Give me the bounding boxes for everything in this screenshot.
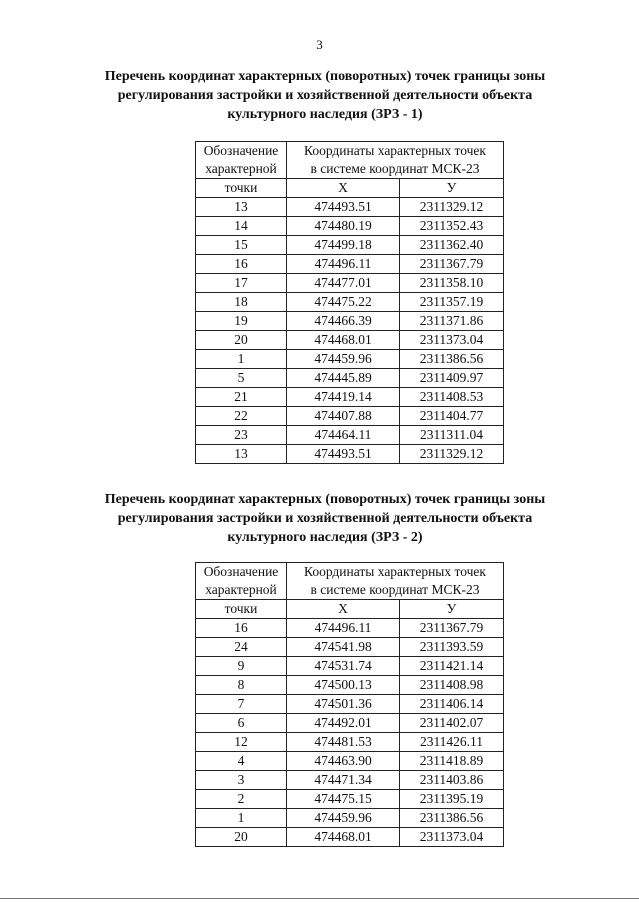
- point-id-cell: 13: [196, 445, 287, 464]
- header-coordinates: [287, 142, 504, 179]
- header-point-id: [196, 142, 287, 179]
- bottom-rule: [0, 898, 639, 899]
- table-row: [196, 733, 504, 752]
- y-coordinate-cell: 2311311.04: [400, 426, 504, 445]
- title-line: культурного наследия (ЗРЗ - 1): [227, 107, 423, 122]
- header-coords-line: в системе координат МСК-23: [310, 161, 480, 176]
- table-row: [196, 790, 504, 809]
- header-coords-line: Координаты характерных точек: [304, 564, 486, 579]
- title-line: регулирования застройки и хозяйственной деятельности объекта: [117, 511, 533, 526]
- table-row: [196, 657, 504, 676]
- table-row: [196, 445, 504, 464]
- y-coordinate-cell: 2311421.14: [400, 657, 504, 676]
- x-coordinate-cell: 474419.14: [287, 388, 400, 407]
- point-id-cell: 14: [196, 217, 287, 236]
- table-row: [196, 619, 504, 638]
- header-id-line: характерной: [205, 161, 277, 176]
- coordinates-table-1: [195, 141, 504, 464]
- table-row: [196, 274, 504, 293]
- point-id-cell: 22: [196, 407, 287, 426]
- y-coordinate-cell: 2311357.19: [400, 293, 504, 312]
- y-coordinate-cell: 2311393.59: [400, 638, 504, 657]
- x-coordinate-cell: 474475.15: [287, 790, 400, 809]
- point-id-cell: 21: [196, 388, 287, 407]
- x-coordinate-cell: 474459.96: [287, 350, 400, 369]
- table-row: [196, 407, 504, 426]
- point-id-cell: 4: [196, 752, 287, 771]
- header-x: Х: [287, 600, 400, 619]
- x-coordinate-cell: 474493.51: [287, 198, 400, 217]
- x-coordinate-cell: 474475.22: [287, 293, 400, 312]
- table-row: [196, 426, 504, 445]
- point-id-cell: 1: [196, 809, 287, 828]
- y-coordinate-cell: 2311371.86: [400, 312, 504, 331]
- header-x: Х: [287, 179, 400, 198]
- y-coordinate-cell: 2311358.10: [400, 274, 504, 293]
- header-y: У: [400, 179, 504, 198]
- point-id-cell: 13: [196, 198, 287, 217]
- point-id-cell: 12: [196, 733, 287, 752]
- header-id-line: Обозначение: [203, 143, 279, 158]
- x-coordinate-cell: 474481.53: [287, 733, 400, 752]
- point-id-cell: 17: [196, 274, 287, 293]
- y-coordinate-cell: 2311409.97: [400, 369, 504, 388]
- table-row: [196, 388, 504, 407]
- point-id-cell: 5: [196, 369, 287, 388]
- section-2-title: [80, 490, 570, 547]
- header-coords-line: в системе координат МСК-23: [310, 582, 480, 597]
- point-id-cell: 1: [196, 350, 287, 369]
- y-coordinate-cell: 2311408.53: [400, 388, 504, 407]
- point-id-cell: 16: [196, 619, 287, 638]
- y-coordinate-cell: 2311367.79: [400, 255, 504, 274]
- table-row: [196, 676, 504, 695]
- title-line: регулирования застройки и хозяйственной деятельности объекта: [117, 88, 533, 103]
- y-coordinate-cell: 2311403.86: [400, 771, 504, 790]
- page-number: 3: [316, 37, 323, 52]
- table-row: [196, 695, 504, 714]
- coordinates-table-2: [195, 562, 504, 847]
- x-coordinate-cell: 474468.01: [287, 828, 400, 847]
- x-coordinate-cell: 474501.36: [287, 695, 400, 714]
- table-row: [196, 809, 504, 828]
- x-coordinate-cell: 474471.34: [287, 771, 400, 790]
- point-id-cell: 16: [196, 255, 287, 274]
- point-id-cell: 2: [196, 790, 287, 809]
- x-coordinate-cell: 474445.89: [287, 369, 400, 388]
- table-row: [196, 198, 504, 217]
- point-id-cell: 9: [196, 657, 287, 676]
- x-coordinate-cell: 474531.74: [287, 657, 400, 676]
- title-line: Перечень координат характерных (поворотных) точек границы зоны: [104, 492, 546, 507]
- header-coordinates: [287, 563, 504, 600]
- point-id-cell: 18: [196, 293, 287, 312]
- y-coordinate-cell: 2311406.14: [400, 695, 504, 714]
- y-coordinate-cell: 2311418.89: [400, 752, 504, 771]
- title-line: Перечень координат характерных (поворотных) точек границы зоны: [104, 69, 546, 84]
- y-coordinate-cell: 2311402.07: [400, 714, 504, 733]
- table-row: [196, 828, 504, 847]
- y-coordinate-cell: 2311395.19: [400, 790, 504, 809]
- y-coordinate-cell: 2311373.04: [400, 828, 504, 847]
- header-y: У: [400, 600, 504, 619]
- y-coordinate-cell: 2311426.11: [400, 733, 504, 752]
- table-row: [196, 217, 504, 236]
- point-id-cell: 8: [196, 676, 287, 695]
- y-coordinate-cell: 2311386.56: [400, 350, 504, 369]
- x-coordinate-cell: 474477.01: [287, 274, 400, 293]
- point-id-cell: 19: [196, 312, 287, 331]
- x-coordinate-cell: 474459.96: [287, 809, 400, 828]
- section-1-title: [80, 67, 570, 124]
- point-id-cell: 6: [196, 714, 287, 733]
- x-coordinate-cell: 474463.90: [287, 752, 400, 771]
- point-id-cell: 20: [196, 828, 287, 847]
- y-coordinate-cell: 2311362.40: [400, 236, 504, 255]
- y-coordinate-cell: 2311329.12: [400, 445, 504, 464]
- point-id-cell: 23: [196, 426, 287, 445]
- table-row: [196, 369, 504, 388]
- y-coordinate-cell: 2311408.98: [400, 676, 504, 695]
- header-id-line: точки: [196, 600, 287, 619]
- x-coordinate-cell: 474493.51: [287, 445, 400, 464]
- y-coordinate-cell: 2311404.77: [400, 407, 504, 426]
- x-coordinate-cell: 474480.19: [287, 217, 400, 236]
- header-id-line: точки: [196, 179, 287, 198]
- point-id-cell: 3: [196, 771, 287, 790]
- x-coordinate-cell: 474492.01: [287, 714, 400, 733]
- y-coordinate-cell: 2311386.56: [400, 809, 504, 828]
- table-row: [196, 771, 504, 790]
- title-line: культурного наследия (ЗРЗ - 2): [227, 530, 423, 545]
- x-coordinate-cell: 474499.18: [287, 236, 400, 255]
- point-id-cell: 24: [196, 638, 287, 657]
- y-coordinate-cell: 2311352.43: [400, 217, 504, 236]
- table-row: [196, 638, 504, 657]
- y-coordinate-cell: 2311367.79: [400, 619, 504, 638]
- table-row: [196, 236, 504, 255]
- header-id-line: Обозначение: [203, 564, 279, 579]
- x-coordinate-cell: 474464.11: [287, 426, 400, 445]
- table-row: [196, 752, 504, 771]
- table-row: [196, 255, 504, 274]
- table-row: [196, 293, 504, 312]
- x-coordinate-cell: 474496.11: [287, 255, 400, 274]
- x-coordinate-cell: 474407.88: [287, 407, 400, 426]
- x-coordinate-cell: 474500.13: [287, 676, 400, 695]
- table-row: [196, 331, 504, 350]
- table-row: [196, 714, 504, 733]
- table-row: [196, 350, 504, 369]
- point-id-cell: 20: [196, 331, 287, 350]
- x-coordinate-cell: 474541.98: [287, 638, 400, 657]
- x-coordinate-cell: 474496.11: [287, 619, 400, 638]
- x-coordinate-cell: 474468.01: [287, 331, 400, 350]
- x-coordinate-cell: 474466.39: [287, 312, 400, 331]
- y-coordinate-cell: 2311329.12: [400, 198, 504, 217]
- y-coordinate-cell: 2311373.04: [400, 331, 504, 350]
- point-id-cell: 15: [196, 236, 287, 255]
- table-row: [196, 312, 504, 331]
- header-coords-line: Координаты характерных точек: [304, 143, 486, 158]
- header-id-line: характерной: [205, 582, 277, 597]
- point-id-cell: 7: [196, 695, 287, 714]
- header-point-id: [196, 563, 287, 600]
